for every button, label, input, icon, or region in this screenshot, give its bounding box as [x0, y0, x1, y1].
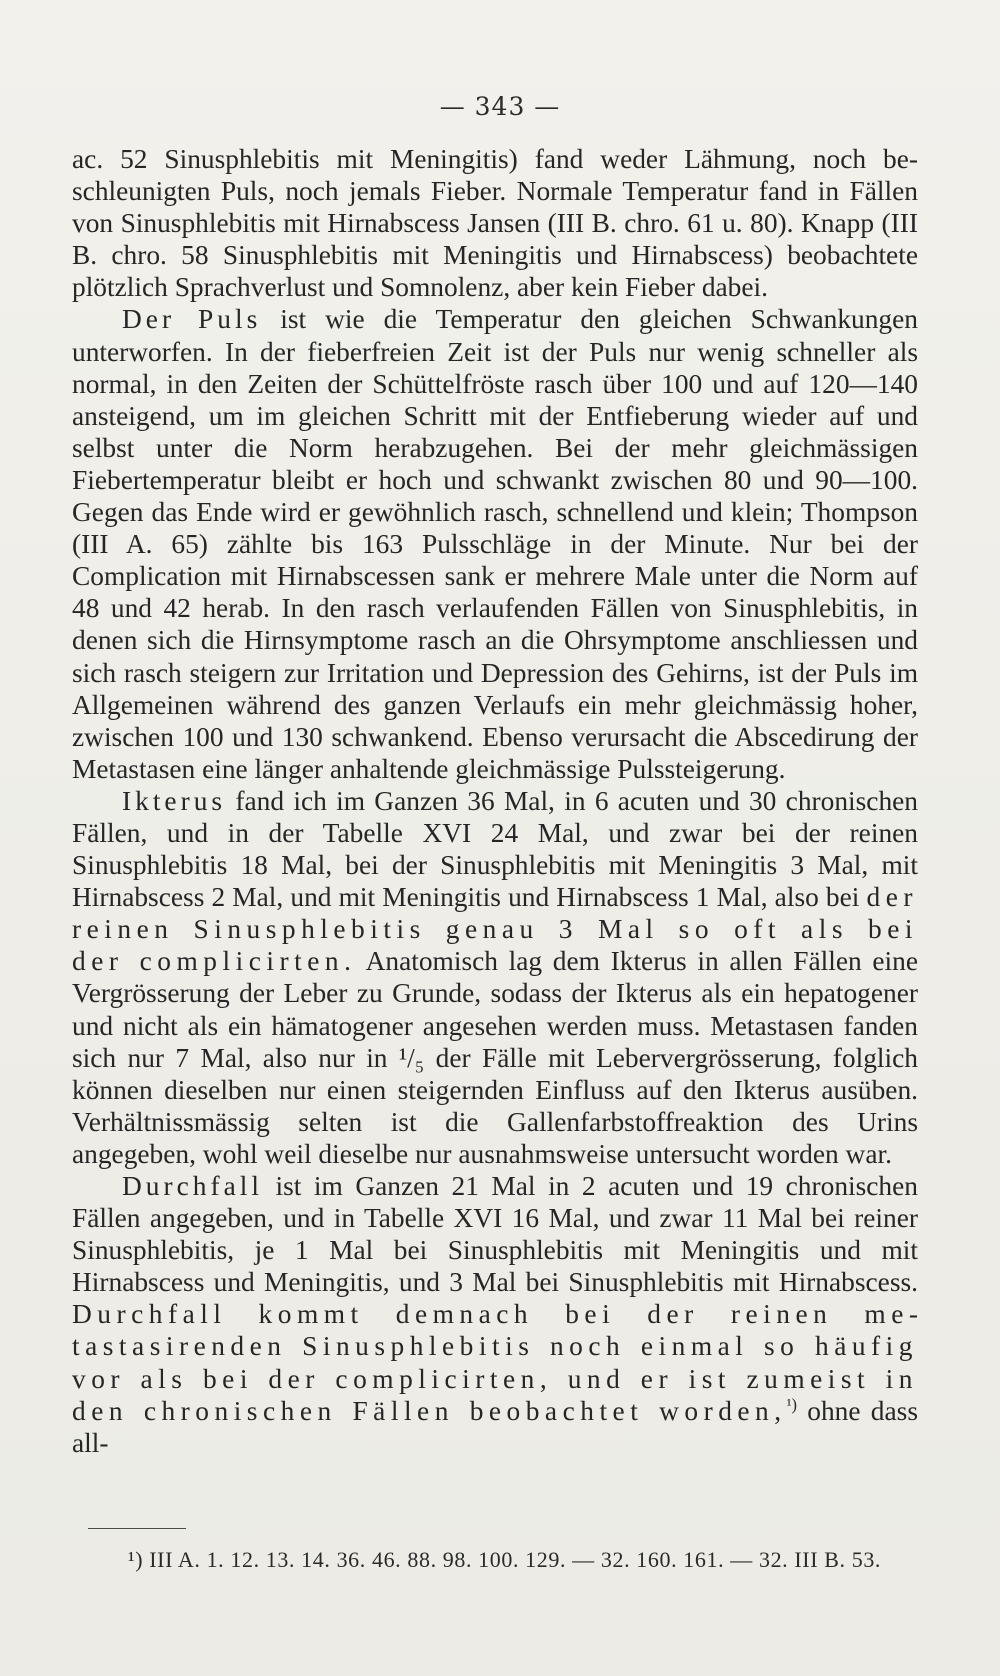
text-segment: Der Puls	[122, 304, 262, 335]
paragraph-2-puls	[72, 303, 918, 784]
text-segment: Anatomisch lag dem Ikterus in allen Fällen eine Vergrösserung der Leber zu Grunde, sodass der Ikterus als ein hepatogener und nicht als ein hämatogener angesehen werden muss. Metastasen fanden sich nur 7 Mal, also nur in ¹/₅ der Fälle mit Lebervergrösserung, folglich können dieselben nur einen steigernden Einfluss auf den Ikterus ausüben. Verhältnissmässig selten ist die Gallenfarbstoffreaktion des Urins angegeben, wohl weil dieselbe nur ausnahmsweise untersucht worden war.	[72, 946, 919, 1169]
text-segment: ac. 52 Sinusphlebitis mit Meningitis) fand weder Lähmung, noch beschleunigten Puls, noch jemals Fieber. Normale Temperatur fand in Fällen von Sinusphlebitis mit Hirnabscess Jansen (III B. chro. 61 u. 80). Knapp (III B. chro. 58 Sinusphlebitis mit Meningitis und Hirnabscess) beobachtete plötzlich Sprachverlust und Somnolenz, aber kein Fieber dabei.	[72, 144, 918, 303]
text-segment: fand ich im Ganzen 36 Mal, in 6 acuten und 30 chronischen Fällen, und in der Tabelle XVI 24 Mal, und zwar bei der reinen Sinusphlebitis 18 Mal, bei der Sinusphlebitis mit Meningitis 3 Mal, mit Hirnabscess 2 Mal, und mit Meningitis und Hirnabscess 1 Mal, also bei	[72, 785, 918, 913]
text-segment: Ikterus	[122, 785, 227, 816]
footnote-marker: ¹)	[786, 1394, 797, 1414]
paragraph-4-durchfall	[72, 1170, 918, 1459]
text-segment: Durchfall	[122, 1171, 263, 1201]
text-segment: Durchfall kommt demnach bei der reinen metastasirenden Sinusphlebitis noch einmal so häufig vor als bei der complicirten, und er ist zumeist in den chronischen Fällen beobachtet worden,	[72, 1299, 918, 1426]
text-segment: ohne dass all-	[72, 1395, 918, 1458]
paragraph-1	[72, 143, 918, 303]
page-number: — 343 —	[439, 92, 561, 121]
text-segment: ist im Ganzen 21 Mal in 2 acuten und 19 chronischen Fällen angegeben, und in Tabelle XVI 16 Mal, und zwar 11 Mal bei reiner Sinusphlebitis, je 1 Mal bei Sinusphlebitis mit Meningitis und mit Hirnabscess und Meningitis, und 3 Mal bei Sinusphlebitis mit Hirnabscess.	[72, 1171, 918, 1298]
paragraph-3-ikterus	[72, 785, 918, 1170]
body-text	[72, 143, 918, 1459]
text-segment: der reinen Sinusphlebitis genau 3 Mal so oft als bei der complicirten.	[72, 882, 918, 977]
footnote-divider	[88, 1528, 186, 1529]
text-segment: ist wie die Temperatur den gleichen Schwankungen unterworfen. In der fieberfreien Zeit ist der Puls nur wenig schneller als normal, in den Zeiten der Schüttelfröste rasch über 100 und auf 120—140 ansteigend, um im gleichen Schritt mit der Entfieberung wieder auf und selbst unter die Norm herabzugehen. Bei der mehr gleichmässigen Fiebertemperatur bleibt er hoch und schwankt zwischen 80 und 90—100. Gegen das Ende wird er gewöhnlich rasch, schnellend und klein; Thompson (III A. 65) zählte bis 163 Pulsschläge in der Minute. Nur bei der Complication mit Hirnabscessen sank er mehrere Male unter die Norm auf 48 und 42 herab. In den rasch verlaufenden Fällen von Sinusphlebitis, in denen sich die Hirnsymptome rasch an die Ohrsymptome anschliessen und sich rasch steigern zur Irritation und Depression des Gehirns, ist der Puls im Allgemeinen während des ganzen Verlaufs ein mehr gleichmässig hoher, zwischen 100 und 130 schwankend. Ebenso verursacht die Abscedirung der Metastasen eine länger anhaltende gleichmässige Pulssteigerung.	[72, 304, 918, 784]
footnote: ¹) III A. 1. 12. 13. 14. 36. 46. 88. 98. 100. 129. — 32. 160. 161. — 32. III B. 53.	[128, 1547, 882, 1572]
